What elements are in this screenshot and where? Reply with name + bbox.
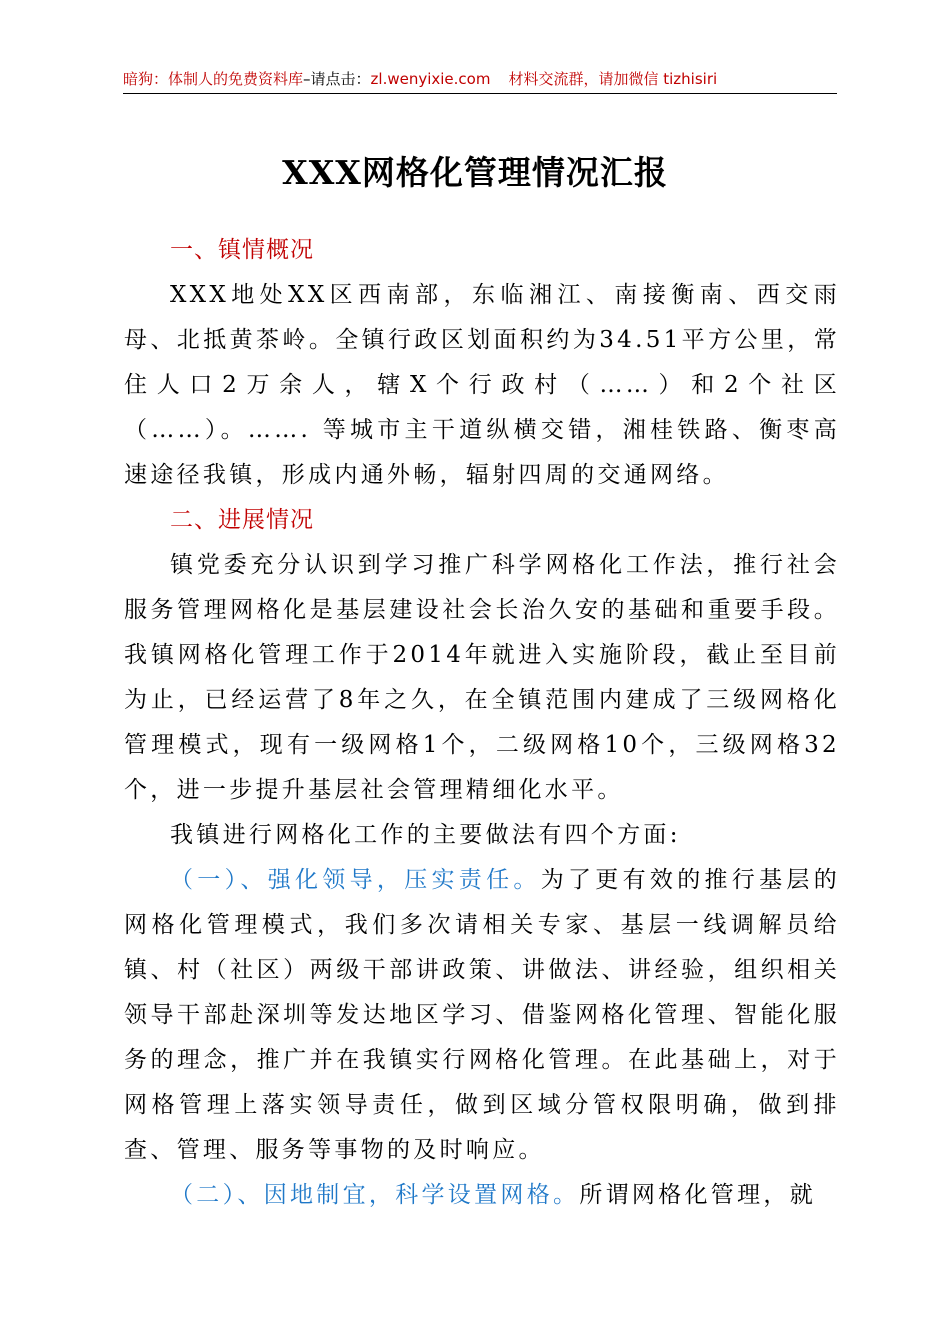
page-header — [123, 68, 837, 94]
subheading-1: （一）、强化领导，压实责任。 — [170, 867, 541, 893]
header-site-label: 暗狗：体制人的免费资料库 — [123, 70, 304, 88]
subheading-2: （二）、因地制宜，科学设置网格。 — [170, 1182, 580, 1208]
header-url-link[interactable]: zl.wenyixie.com — [370, 70, 491, 88]
paragraph-1: XXX地处XX区西南部，东临湘江、南接衡南、西交雨母、北抵黄茶岭。全镇行政区划面积约为34.51平方公里，常住人口2万余人，辖X个行政村（……）和2个社区（……）。……. 等城市主干道纵横交错，湘桂铁路、衡枣高速途径我镇，形成内通外畅，辐射四周的交通网络。 — [124, 282, 840, 488]
section-heading-1: 一、镇情概况 — [170, 237, 314, 263]
header-group-text: 材料交流群，请加微信 tizhisiri — [508, 70, 718, 88]
document-body — [124, 228, 840, 1218]
paragraph-5 — [124, 1173, 840, 1218]
paragraph-3: 我镇进行网格化工作的主要做法有四个方面: — [170, 822, 681, 848]
document-title: XXX网格化管理情况汇报 — [282, 153, 668, 192]
paragraph-2: 镇党委充分认识到学习推广科学网格化工作法，推行社会服务管理网格化是基层建设社会长治久安的基础和重要手段。我镇网格化管理工作于2014年就进入实施阶段，截止至目前为止，已经运营了8年之久，在全镇范围内建成了三级网格化管理模式，现有一级网格1个，二级网格10个，三级网格32个，进一步提升基层社会管理精细化水平。 — [124, 552, 840, 803]
paragraph-5-text: 所谓网格化管理，就 — [579, 1182, 817, 1208]
section-heading-2: 二、进展情况 — [170, 507, 314, 533]
paragraph-4-text: 为了更有效的推行基层的网格化管理模式，我们多次请相关专家、基层一线调解员给镇、村（社区）两级干部讲政策、讲做法、讲经验，组织相关领导干部赴深圳等发达地区学习、借鉴网格化管理、智能化服务的理念，推广并在我镇实行网格化管理。在此基础上，对于网格管理上落实领导责任，做到区域分管权限明确，做到排查、管理、服务等事物的及时响应。 — [124, 867, 840, 1163]
paragraph-4 — [124, 858, 840, 1173]
header-click-label: –请点击： — [303, 70, 371, 88]
